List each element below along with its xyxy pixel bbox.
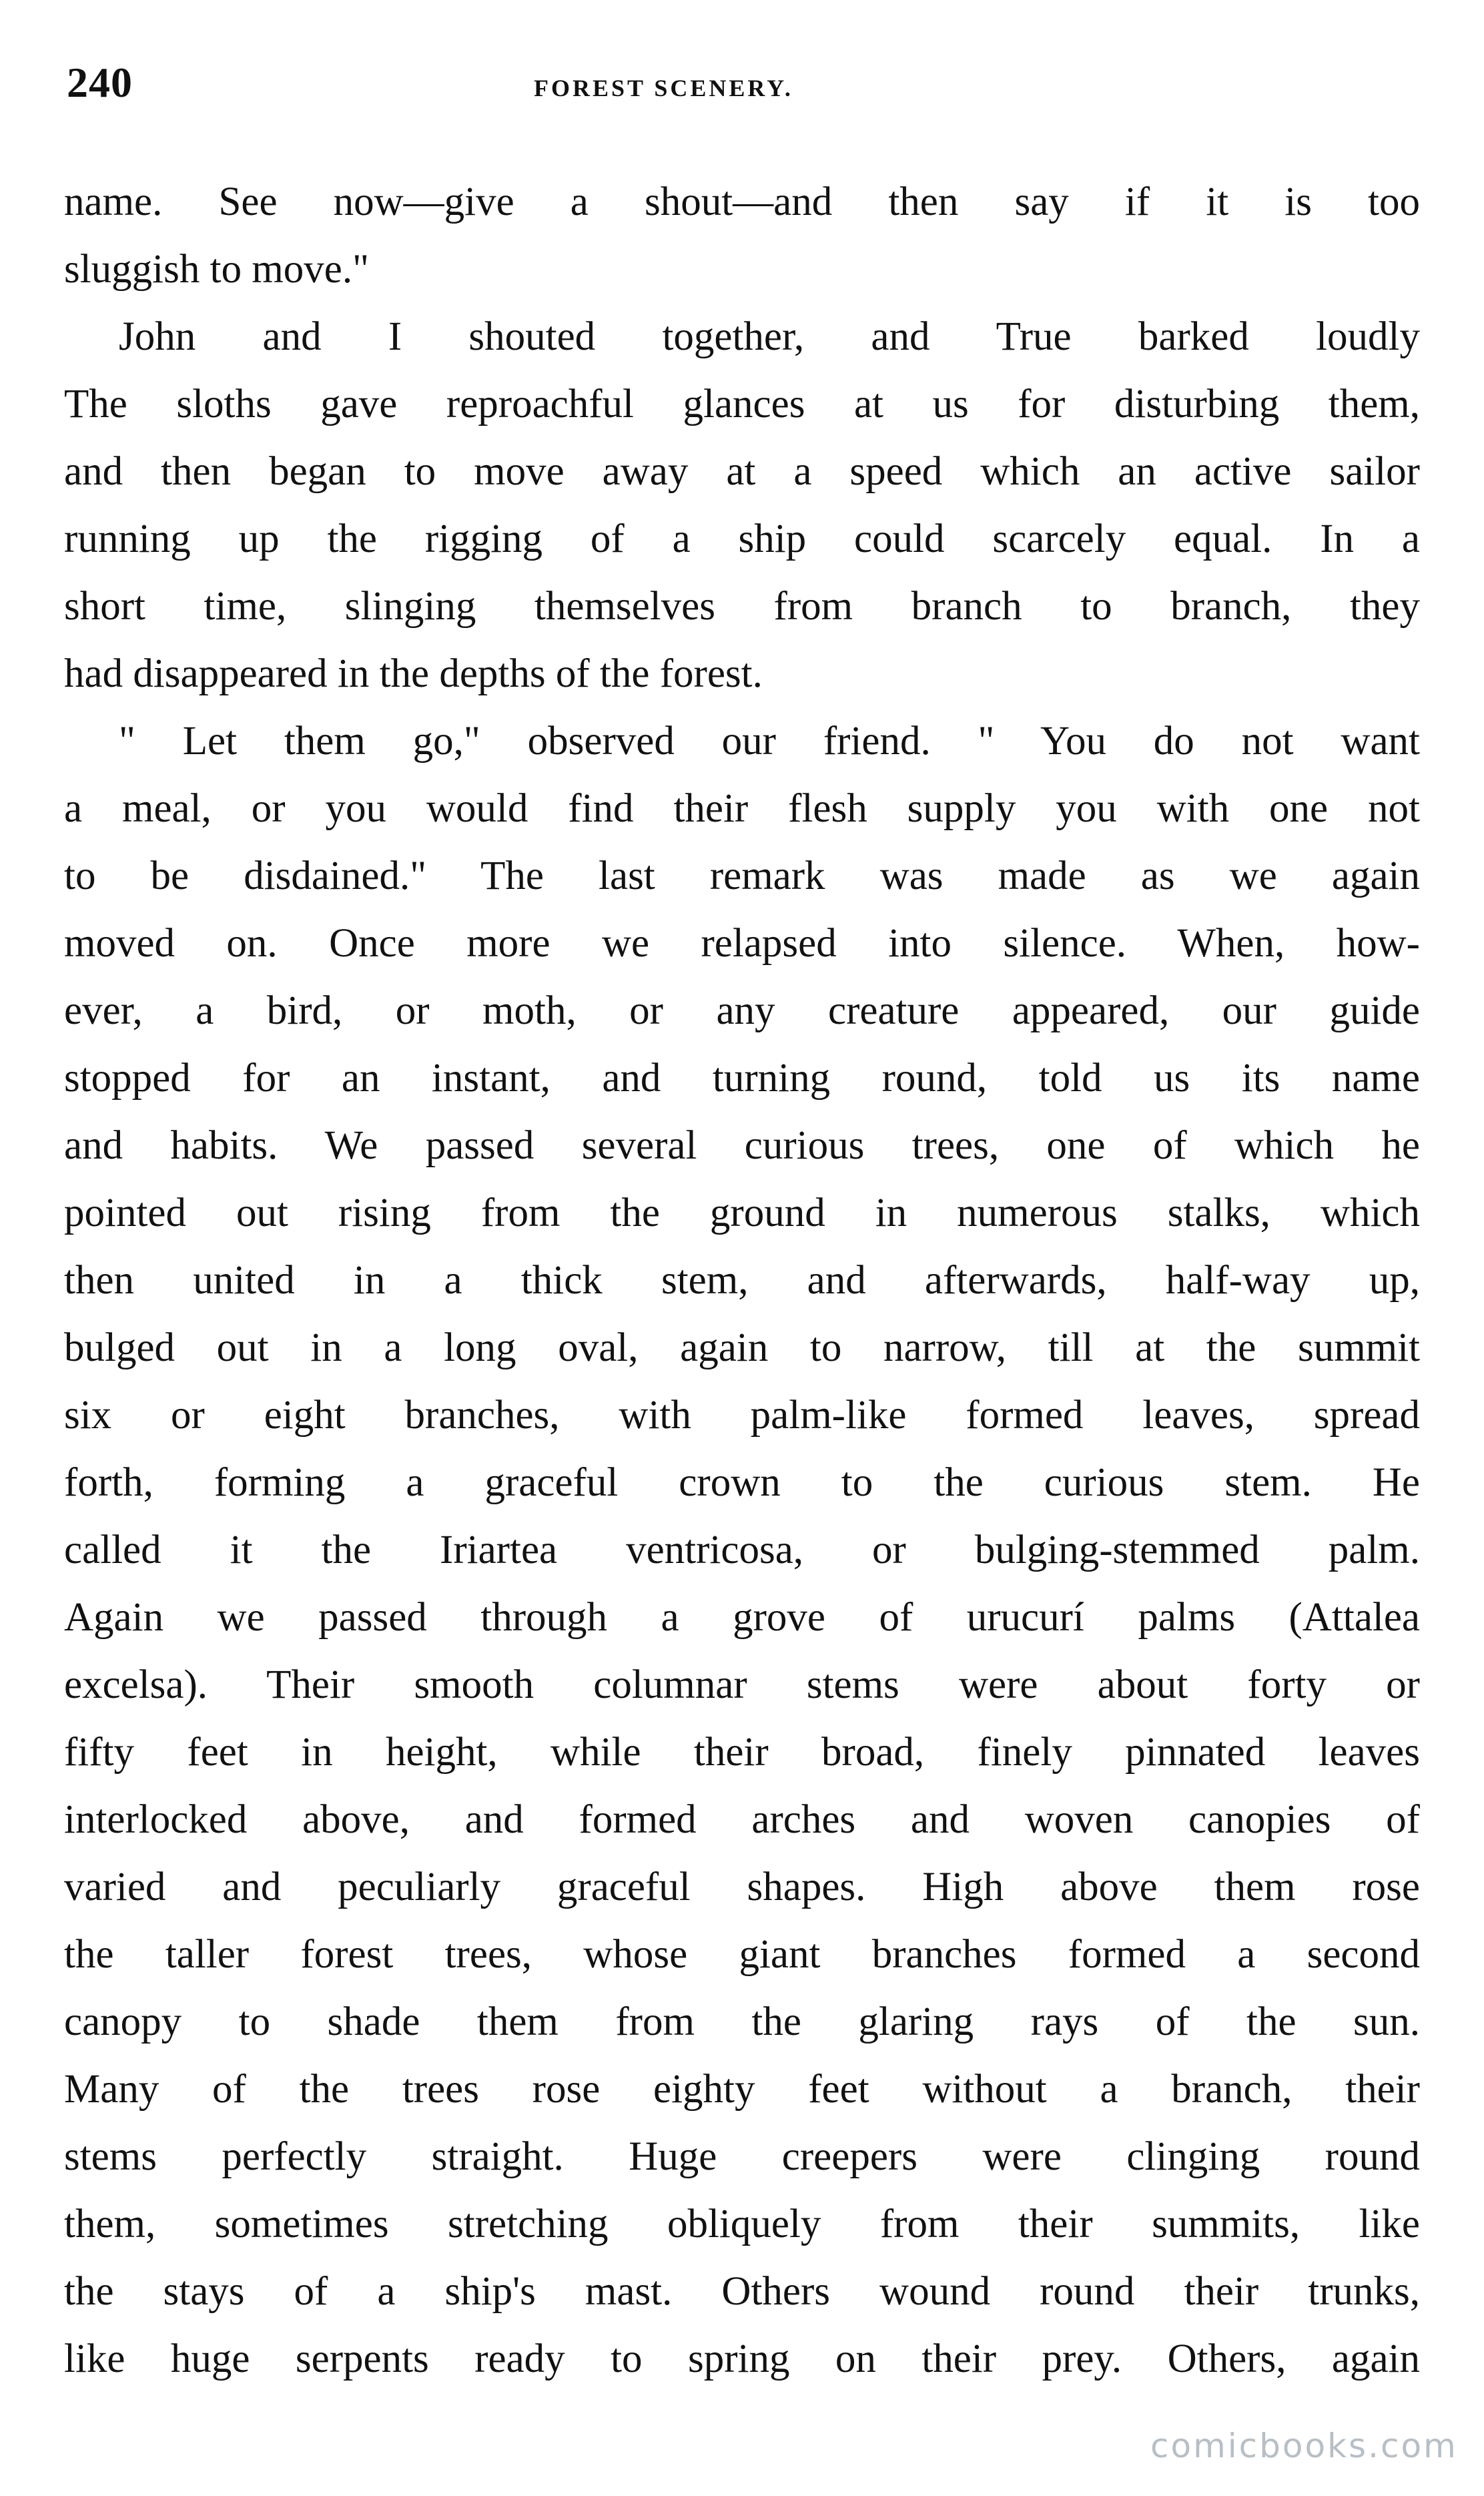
text-line: and habits. We passed several curious trees, one of which he [64, 1123, 1420, 1168]
text-line: had disappeared in the depths of the forest. [64, 651, 763, 696]
body-text [64, 168, 1420, 2393]
text-line: like huge serpents ready to spring on their prey. Others, again [64, 2336, 1420, 2381]
text-line: stems perfectly straight. Huge creepers were clinging round [64, 2134, 1420, 2179]
text-line: them, sometimes stretching obliquely from their summits, like [64, 2202, 1420, 2246]
text-line: " Let them go," observed our friend. " You do not want [119, 719, 1420, 763]
page-number: 240 [67, 59, 133, 106]
text-line: John and I shouted together, and True barked loudly [119, 314, 1420, 359]
text-line: interlocked above, and formed arches and woven canopies of [64, 1797, 1420, 1842]
text-line: moved on. Once more we relapsed into silence. When, how- [64, 921, 1420, 966]
text-line: ever, a bird, or moth, or any creature appeared, our guide [64, 988, 1420, 1033]
text-line: The sloths gave reproachful glances at us for disturbing them, [64, 382, 1420, 426]
text-line: excelsa). Their smooth columnar stems were about forty or [64, 1662, 1420, 1707]
text-line: short time, slinging themselves from branch to branch, they [64, 584, 1420, 629]
page-header [67, 61, 1401, 121]
watermark: comicbooks.com [1150, 2427, 1458, 2465]
text-line: stopped for an instant, and turning round, told us its name [64, 1056, 1420, 1101]
running-head: FOREST SCENERY. [534, 75, 793, 101]
text-line: called it the Iriartea ventricosa, or bulging-stemmed palm. [64, 1528, 1420, 1572]
text-line: canopy to shade them from the glaring rays of the sun. [64, 1999, 1420, 2044]
text-line: varied and peculiarly graceful shapes. High above them rose [64, 1865, 1420, 1909]
text-line: bulged out in a long oval, again to narrow, till at the summit [64, 1325, 1420, 1370]
text-line: and then began to move away at a speed which an active sailor [64, 449, 1420, 494]
text-line: Many of the trees rose eighty feet without a branch, their [64, 2067, 1420, 2112]
text-line: then united in a thick stem, and afterwards, half-way up, [64, 1258, 1420, 1303]
text-line: pointed out rising from the ground in numerous stalks, which [64, 1191, 1420, 1235]
text-line: running up the rigging of a ship could scarcely equal. In a [64, 517, 1420, 561]
text-line: six or eight branches, with palm-like formed leaves, spread [64, 1393, 1420, 1438]
text-line: name. See now—give a shout—and then say if it is too [64, 180, 1420, 224]
text-line: to be disdained." The last remark was made as we again [64, 854, 1420, 898]
text-line: the taller forest trees, whose giant branches formed a second [64, 1932, 1420, 1977]
text-line: Again we passed through a grove of urucurí palms (Attalea [64, 1595, 1420, 1640]
text-line: a meal, or you would find their flesh supply you with one not [64, 786, 1420, 831]
text-line: fifty feet in height, while their broad, finely pinnated leaves [64, 1730, 1420, 1775]
text-line: forth, forming a graceful crown to the curious stem. He [64, 1460, 1420, 1505]
text-line: sluggish to move." [64, 247, 369, 292]
text-line: the stays of a ship's mast. Others wound round their trunks, [64, 2269, 1420, 2314]
